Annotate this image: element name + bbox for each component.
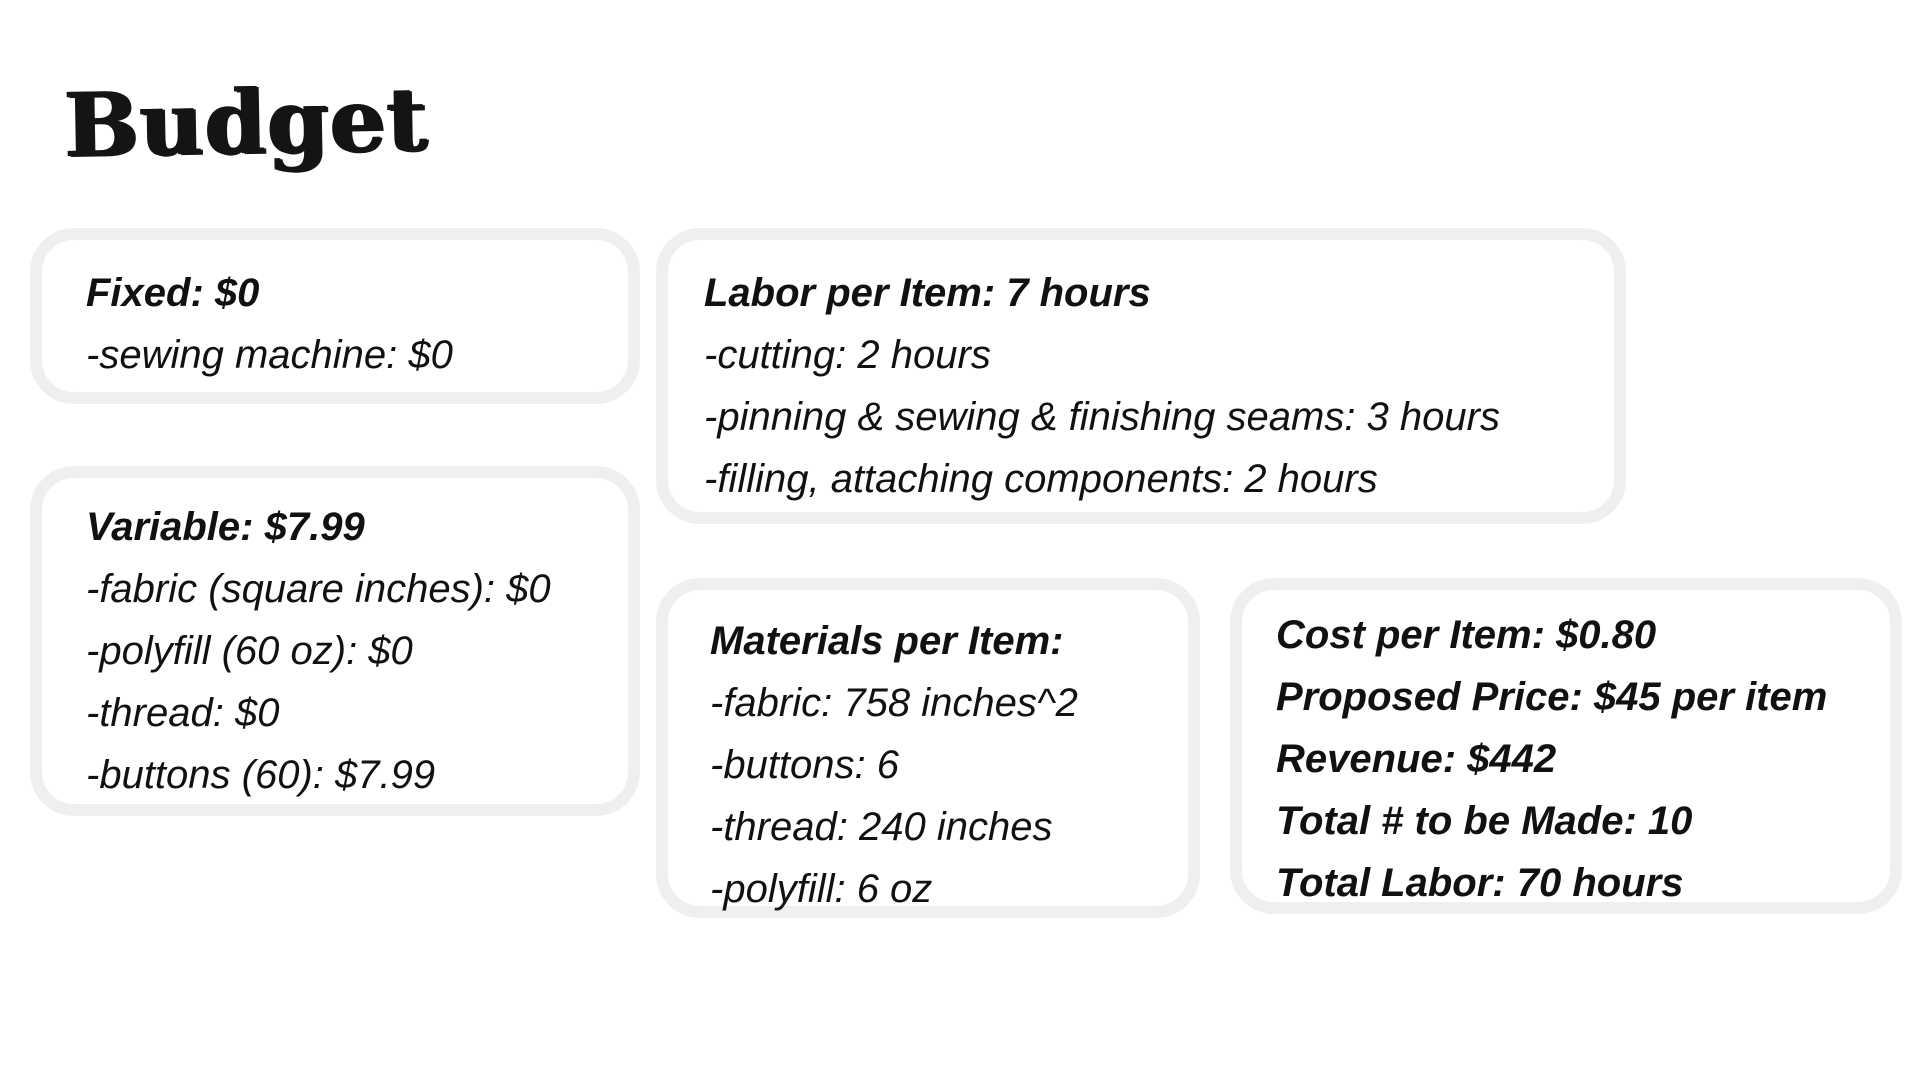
page-title: Budget — [63, 66, 429, 178]
fixed-cost-item: -sewing machine: $0 — [86, 333, 453, 377]
variable-cost-item: -thread: $0 — [86, 691, 280, 735]
labor-heading: Labor per Item: 7 hours — [704, 271, 1151, 315]
variable-cost-item: -buttons (60): $7.99 — [86, 753, 436, 797]
labor-item: -cutting: 2 hours — [704, 333, 991, 377]
materials-heading: Materials per Item: — [710, 619, 1064, 663]
labor-card — [656, 228, 1626, 524]
variable-costs-card — [30, 466, 640, 816]
materials-item: -polyfill: 6 oz — [710, 867, 933, 911]
summary-item: Revenue: $442 — [1276, 737, 1557, 781]
summary-item: Proposed Price: $45 per item — [1276, 675, 1828, 719]
summary-item: Cost per Item: $0.80 — [1276, 613, 1657, 657]
summary-card — [1230, 578, 1902, 914]
materials-card — [656, 578, 1200, 918]
variable-cost-item: -fabric (square inches): $0 — [86, 567, 551, 611]
fixed-costs-heading: Fixed: $0 — [86, 271, 260, 315]
materials-item: -buttons: 6 — [710, 743, 900, 787]
fixed-costs-card — [30, 228, 640, 404]
variable-cost-item: -polyfill (60 oz): $0 — [86, 629, 413, 673]
labor-item: -filling, attaching components: 2 hours — [704, 457, 1378, 501]
summary-item: Total # to be Made: 10 — [1276, 799, 1693, 843]
variable-costs-heading: Variable: $7.99 — [86, 505, 365, 549]
materials-item: -thread: 240 inches — [710, 805, 1053, 849]
materials-item: -fabric: 758 inches^2 — [710, 681, 1078, 725]
summary-item: Total Labor: 70 hours — [1276, 861, 1684, 905]
labor-item: -pinning & sewing & finishing seams: 3 hours — [704, 395, 1500, 439]
